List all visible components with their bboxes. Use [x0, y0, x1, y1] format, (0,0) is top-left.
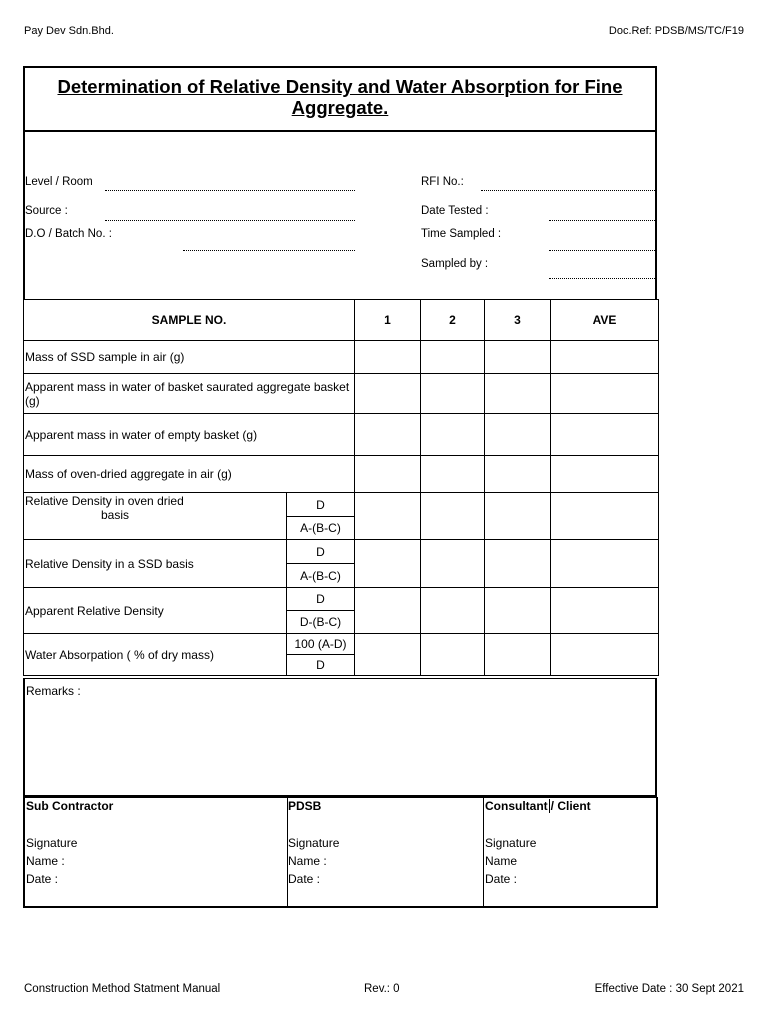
rd-oven-dried-line2: basis	[101, 508, 130, 522]
cell-input[interactable]	[485, 493, 551, 540]
level-room-label: Level / Room	[25, 176, 93, 188]
row-label-rd-oven-dried	[24, 493, 287, 540]
time-sampled-label: Time Sampled :	[421, 228, 502, 240]
date-tested-field[interactable]	[549, 220, 657, 221]
cell-input[interactable]	[485, 374, 551, 414]
test-results-table	[23, 299, 659, 676]
date-label: Date :	[26, 872, 59, 886]
formula-numerator: D	[287, 493, 355, 517]
row-label-empty-basket: Apparent mass in water of empty basket (g)	[24, 414, 355, 456]
pdsb-heading: PDSB	[288, 799, 322, 813]
time-sampled-field[interactable]	[549, 250, 657, 251]
row-label-oven-dried-mass: Mass of oven-dried aggregate in air (g)	[24, 456, 355, 493]
formula-denominator: A-(B-C)	[287, 517, 355, 540]
cell-input[interactable]	[551, 540, 659, 588]
name-label: Name :	[26, 854, 65, 868]
cell-input[interactable]	[485, 341, 551, 374]
date-label: Date :	[485, 872, 518, 886]
col-header-3: 3	[485, 300, 551, 341]
formula-denominator: D-(B-C)	[287, 611, 355, 634]
cell-input[interactable]	[485, 588, 551, 634]
cell-input[interactable]	[421, 540, 485, 588]
sub-contractor-heading: Sub Contractor	[26, 799, 114, 813]
form-title: Determination of Relative Density and Water Absorption for Fine Aggregate.	[57, 76, 623, 118]
signature-label: Signature	[26, 836, 78, 850]
cell-input[interactable]	[421, 341, 485, 374]
cell-input[interactable]	[421, 374, 485, 414]
cell-input[interactable]	[355, 341, 421, 374]
footer-rev: Rev.: 0	[364, 983, 400, 995]
do-batch-label: D.O / Batch No. :	[25, 228, 112, 240]
cell-input[interactable]	[485, 414, 551, 456]
name-label: Name :	[288, 854, 327, 868]
signature-label: Signature	[485, 836, 537, 850]
formula-numerator: D	[287, 588, 355, 611]
do-batch-field[interactable]	[183, 250, 355, 251]
pdsb-column	[287, 798, 484, 906]
row-label-apparent-rd: Apparent Relative Density	[24, 588, 287, 634]
table-row	[24, 588, 659, 611]
cell-input[interactable]	[355, 493, 421, 540]
cell-input[interactable]	[551, 634, 659, 676]
name-label: Name	[485, 854, 518, 868]
consultant-column	[484, 798, 656, 906]
client-label: / Client	[550, 799, 591, 813]
remarks-box[interactable]	[23, 678, 657, 797]
doc-ref: Doc.Ref: PDSB/MS/TC/F19	[608, 25, 744, 37]
rd-oven-dried-line1: Relative Density in oven dried	[25, 494, 184, 508]
formula-numerator: 100 (A-D)	[287, 634, 355, 655]
remarks-label: Remarks :	[26, 684, 81, 698]
company-name: Pay Dev Sdn.Bhd.	[24, 25, 114, 37]
date-tested-label: Date Tested :	[421, 205, 489, 217]
table-row	[24, 341, 659, 374]
sampled-by-label: Sampled by :	[421, 258, 489, 270]
table-row	[24, 493, 659, 517]
table-row	[24, 634, 659, 655]
table-row	[24, 456, 659, 493]
cell-input[interactable]	[551, 588, 659, 634]
sampled-by-field[interactable]	[549, 278, 657, 279]
cell-input[interactable]	[355, 374, 421, 414]
sub-contractor-column	[25, 798, 288, 906]
cell-input[interactable]	[485, 540, 551, 588]
cell-input[interactable]	[421, 456, 485, 493]
col-header-ave: AVE	[551, 300, 659, 341]
table-row	[24, 540, 659, 564]
cell-input[interactable]	[551, 374, 659, 414]
col-header-sample-no: SAMPLE NO.	[24, 300, 355, 341]
col-header-1: 1	[355, 300, 421, 341]
row-label-rd-ssd: Relative Density in a SSD basis	[24, 540, 287, 588]
table-row	[24, 374, 659, 414]
cell-input[interactable]	[355, 414, 421, 456]
cell-input[interactable]	[421, 634, 485, 676]
cell-input[interactable]	[355, 540, 421, 588]
info-section	[23, 130, 657, 300]
source-field[interactable]	[105, 220, 355, 221]
table-row	[24, 414, 659, 456]
signoff-section	[23, 797, 658, 908]
cell-input[interactable]	[485, 634, 551, 676]
title-box	[23, 66, 657, 130]
level-room-field[interactable]	[105, 190, 355, 191]
cell-input[interactable]	[485, 456, 551, 493]
cell-input[interactable]	[355, 634, 421, 676]
formula-denominator: D	[287, 655, 355, 676]
col-header-2: 2	[421, 300, 485, 341]
cell-input[interactable]	[551, 414, 659, 456]
row-label-basket-saturated: Apparent mass in water of basket saurated aggregate basket (g)	[24, 374, 355, 414]
signature-label: Signature	[288, 836, 340, 850]
rfi-no-field[interactable]	[481, 190, 657, 191]
cell-input[interactable]	[355, 456, 421, 493]
row-label-water-absorption: Water Absorpation ( % of dry mass)	[24, 634, 287, 676]
table-header-row	[24, 300, 659, 341]
cell-input[interactable]	[421, 588, 485, 634]
cell-input[interactable]	[551, 456, 659, 493]
formula-denominator: A-(B-C)	[287, 564, 355, 588]
footer-effective-date: Effective Date : 30 Sept 2021	[594, 983, 744, 995]
cell-input[interactable]	[355, 588, 421, 634]
consultant-label: Consultant	[485, 799, 548, 813]
source-label: Source :	[25, 205, 68, 217]
rfi-no-label: RFI No.:	[421, 176, 464, 188]
consultant-heading	[485, 799, 591, 813]
cell-input[interactable]	[551, 493, 659, 540]
formula-numerator: D	[287, 540, 355, 564]
cell-input[interactable]	[421, 414, 485, 456]
cell-input[interactable]	[421, 493, 485, 540]
cell-input[interactable]	[551, 341, 659, 374]
footer-manual: Construction Method Statment Manual	[24, 983, 221, 995]
row-label-ssd-mass: Mass of SSD sample in air (g)	[24, 341, 355, 374]
date-label: Date :	[288, 872, 321, 886]
